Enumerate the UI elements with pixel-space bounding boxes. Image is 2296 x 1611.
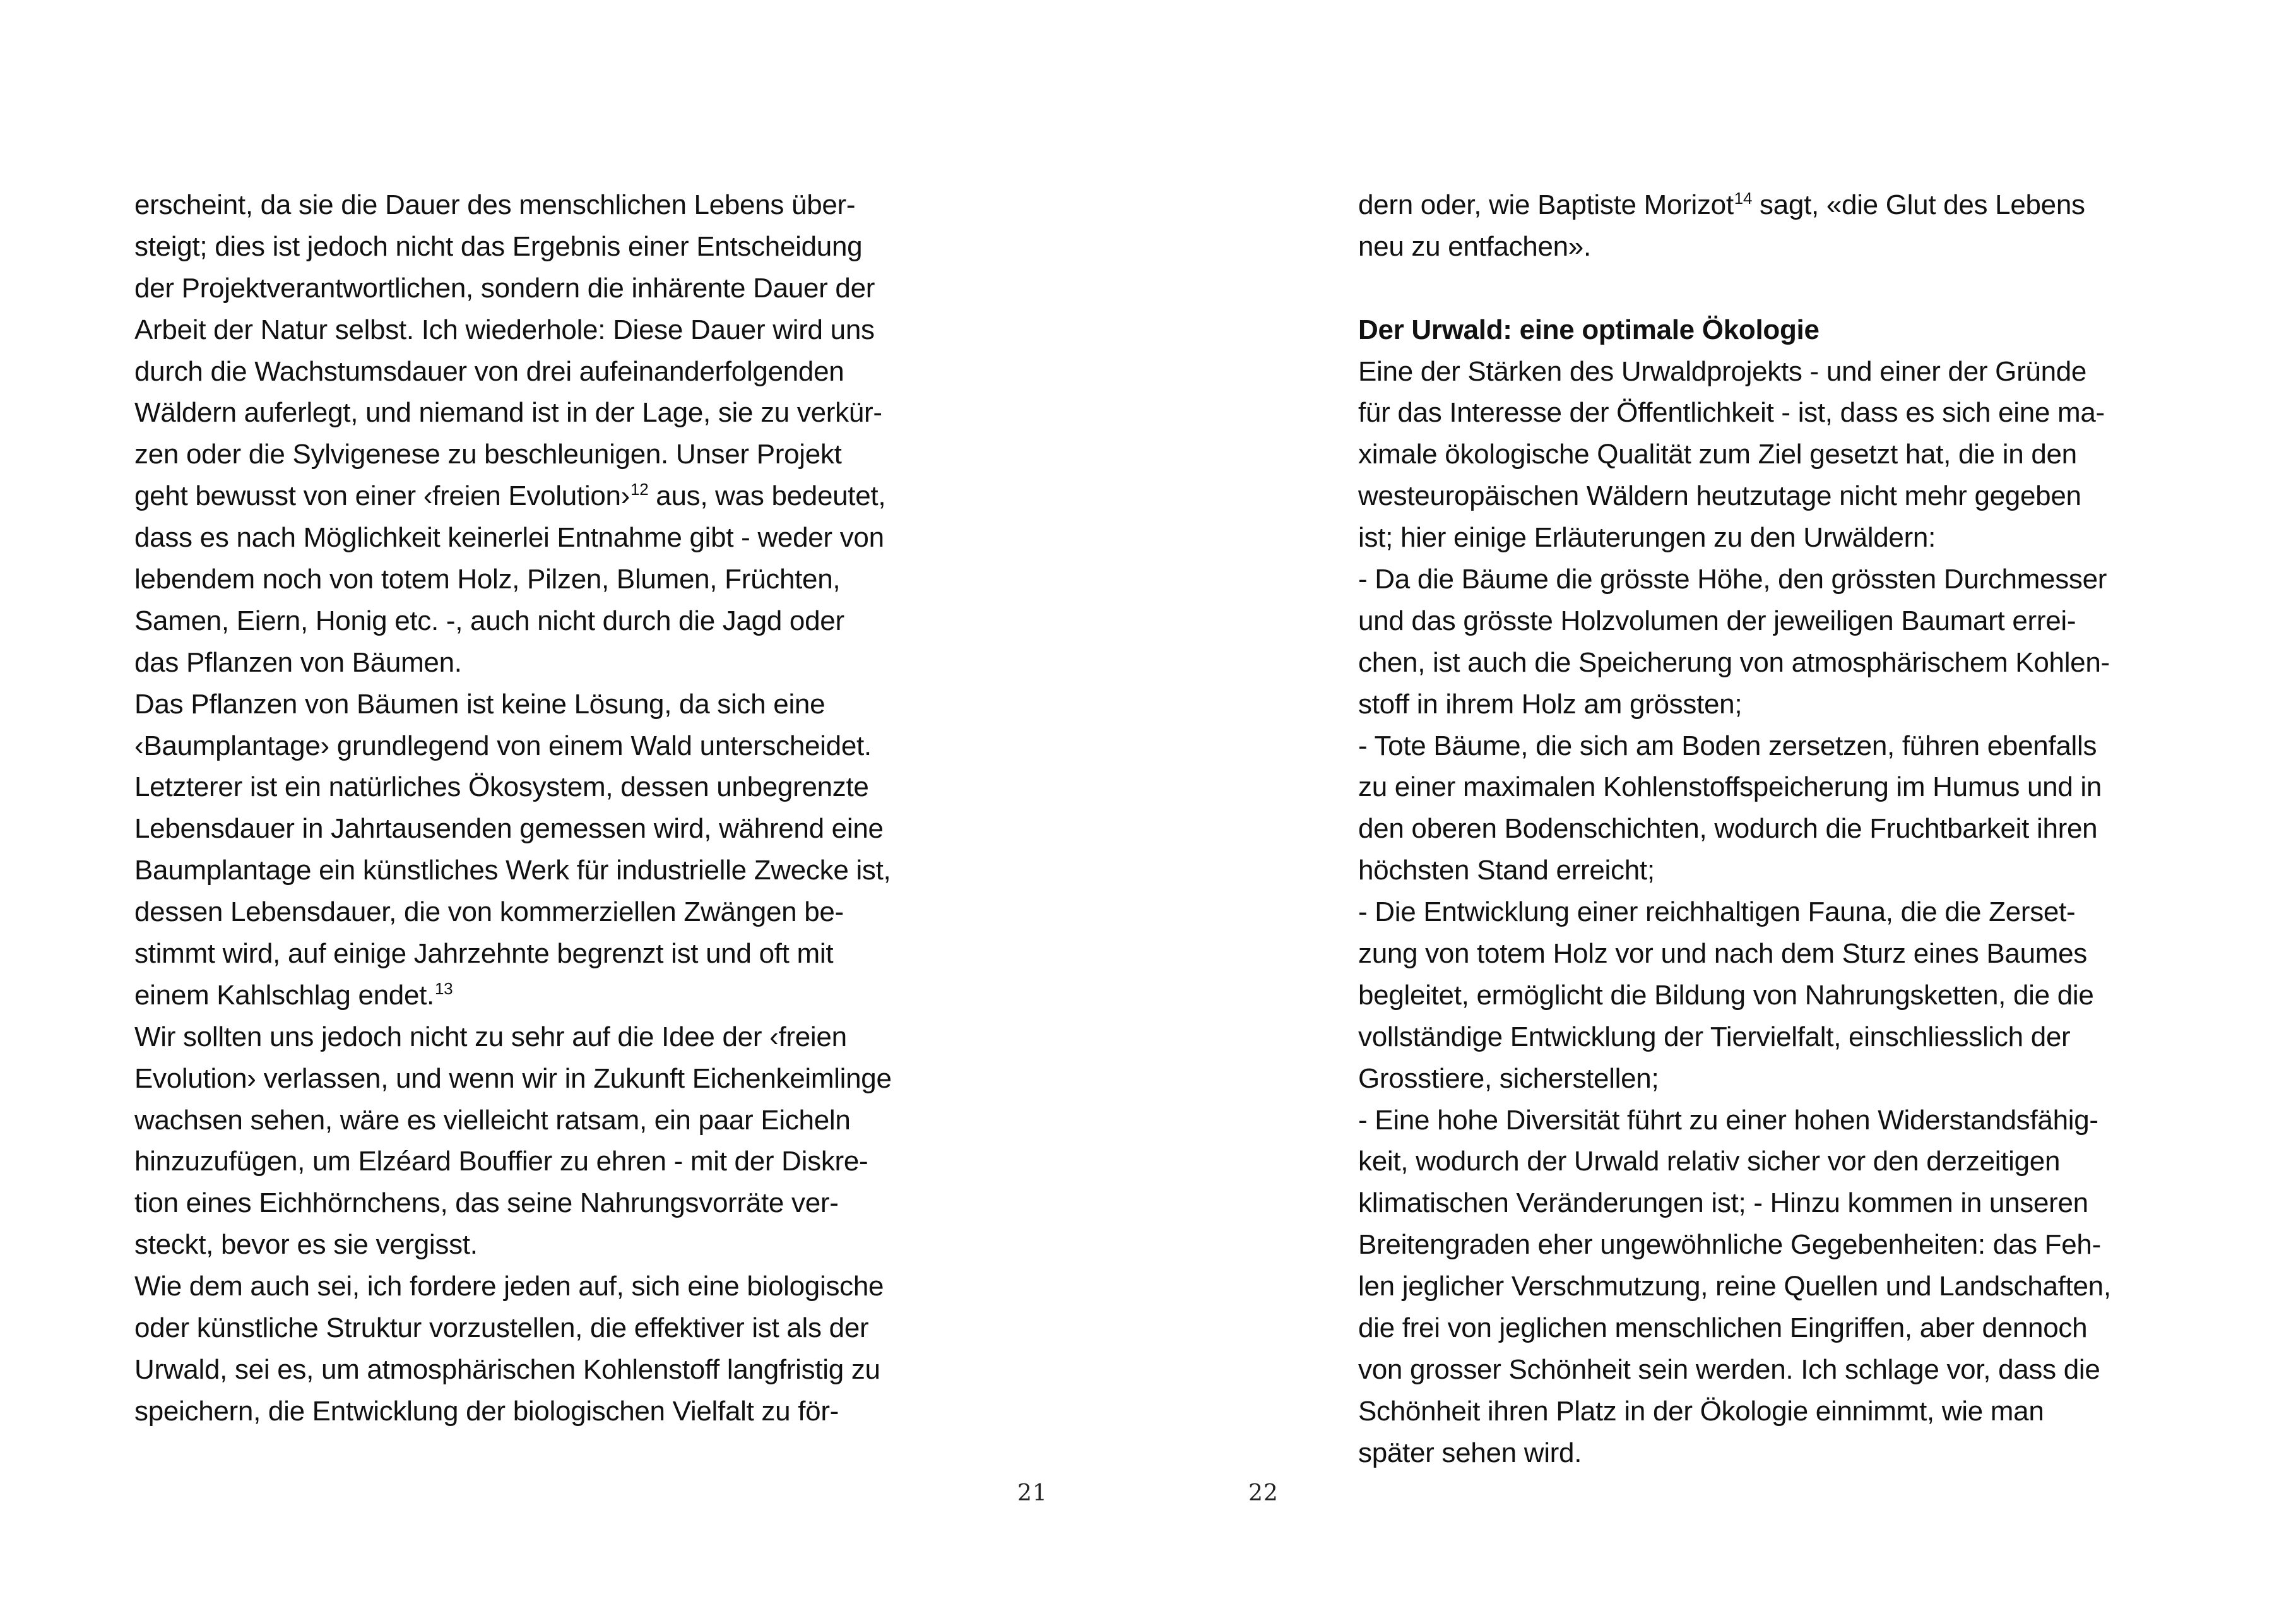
- text-line: hinzuzufügen, um Elzéard Bouffier zu ehren - mit der Diskre-: [134, 1146, 868, 1177]
- text-line: begleitet, ermöglicht die Bildung von Nahrungsketten, die die: [1358, 979, 2094, 1011]
- text-line: der Projektverantwortlichen, sondern die inhärente Dauer der: [134, 272, 875, 304]
- text-line: oder künstliche Struktur vorzustellen, die effektiver ist als der: [134, 1312, 869, 1344]
- text-line: Wäldern auferlegt, und niemand ist in der Lage, sie zu verkür-: [134, 397, 882, 429]
- text-line: westeuropäischen Wäldern heutzutage nicht mehr gegeben: [1358, 480, 2081, 512]
- text-line: steckt, bevor es sie vergisst.: [134, 1229, 478, 1261]
- text-line: Urwald, sei es, um atmosphärischen Kohlenstoff langfristig zu: [134, 1353, 880, 1385]
- text-line: ist; hier einige Erläuterungen zu den Urwäldern:: [1358, 522, 1936, 554]
- page-number-left: 21: [1017, 1480, 1048, 1506]
- text-line: Wie dem auch sei, ich fordere jeden auf, sich eine biologische: [134, 1271, 884, 1302]
- line-text: geht bewusst von einer ‹freien Evolution›: [134, 480, 630, 512]
- text-line: - Tote Bäume, die sich am Boden zersetzen, führen ebenfalls: [1358, 730, 2097, 761]
- footnote-marker-14[interactable]: 14: [1734, 189, 1753, 208]
- section-heading: Der Urwald: eine optimale Ökologie: [1358, 314, 1820, 345]
- text-line: dass es nach Möglichkeit keinerlei Entnahme gibt - weder von: [134, 522, 884, 554]
- text-line: durch die Wachstumsdauer von drei aufeinanderfolgenden: [134, 355, 844, 387]
- blank-line: [1358, 268, 2198, 309]
- text-line: vollständige Entwicklung der Tiervielfalt, einschliesslich der: [1358, 1021, 2071, 1052]
- text-line: len jeglicher Verschmutzung, reine Quellen und Landschaften,: [1358, 1271, 2111, 1302]
- text-line: stimmt wird, auf einige Jahrzehnte begrenzt ist und oft mit: [134, 938, 834, 970]
- text-line: Wir sollten uns jedoch nicht zu sehr auf die Idee der ‹freien: [134, 1021, 847, 1052]
- line-text: einem Kahlschlag endet.: [134, 979, 434, 1011]
- text-line: zung von totem Holz vor und nach dem Sturz eines Baumes: [1358, 938, 2088, 970]
- text-line: - Eine hohe Diversität führt zu einer hohen Widerstandsfähig-: [1358, 1104, 2098, 1136]
- text-line: [134, 475, 968, 517]
- text-line: Breitengraden eher ungewöhnliche Gegebenheiten: das Feh-: [1358, 1229, 2101, 1261]
- text-line: später sehen wird.: [1358, 1437, 1582, 1468]
- text-line: speichern, die Entwicklung der biologischen Vielfalt zu för-: [134, 1395, 839, 1427]
- text-line: die frei von jeglichen menschlichen Eingriffen, aber dennoch: [1358, 1312, 2088, 1344]
- text-line: steigt; dies ist jedoch nicht das Ergebnis einer Entscheidung: [134, 230, 863, 262]
- text-line: dessen Lebensdauer, die von kommerziellen Zwängen be-: [134, 896, 844, 928]
- text-line: höchsten Stand erreicht;: [1358, 855, 1655, 886]
- text-line: lebendem noch von totem Holz, Pilzen, Blumen, Früchten,: [134, 564, 841, 595]
- text-line: und das grösste Holzvolumen der jeweiligen Baumart errei-: [1358, 605, 2076, 636]
- right-page-body: [1358, 184, 2198, 1474]
- text-line: Eine der Stärken des Urwaldprojekts - und einer der Gründe: [1358, 355, 2087, 387]
- line-text-after: sagt, «die Glut des Lebens: [1752, 189, 2085, 220]
- text-line: keit, wodurch der Urwald relativ sicher vor den derzeitigen: [1358, 1146, 2061, 1177]
- text-line: [1358, 184, 2198, 226]
- text-line: - Die Entwicklung einer reichhaltigen Fauna, die die Zerset-: [1358, 896, 2076, 928]
- text-line: Samen, Eiern, Honig etc. -, auch nicht durch die Jagd oder: [134, 605, 844, 636]
- left-page-body: [134, 184, 968, 1432]
- footnote-marker-13[interactable]: 13: [434, 978, 453, 998]
- text-line: ‹Baumplantage› grundlegend von einem Wald unterscheidet.: [134, 730, 872, 761]
- text-line: [134, 975, 968, 1016]
- line-text-after: aus, was bedeutet,: [648, 480, 886, 512]
- text-line: ximale ökologische Qualität zum Ziel gesetzt hat, die in den: [1358, 439, 2077, 470]
- text-line: für das Interesse der Öffentlichkeit - ist, dass es sich eine ma-: [1358, 397, 2105, 429]
- text-line: chen, ist auch die Speicherung von atmosphärischem Kohlen-: [1358, 646, 2110, 678]
- text-line: Arbeit der Natur selbst. Ich wiederhole: Diese Dauer wird uns: [134, 314, 875, 345]
- page-number-right: 22: [1248, 1480, 1279, 1506]
- text-line: neu zu entfachen».: [1358, 230, 1591, 262]
- text-line: von grosser Schönheit sein werden. Ich schlage vor, dass die: [1358, 1353, 2100, 1385]
- text-line: Evolution› verlassen, und wenn wir in Zukunft Eichenkeimlinge: [134, 1062, 892, 1094]
- text-line: - Da die Bäume die grösste Höhe, den grössten Durchmesser: [1358, 564, 2107, 595]
- text-line: Schönheit ihren Platz in der Ökologie einnimmt, wie man: [1358, 1395, 2044, 1427]
- text-line: wachsen sehen, wäre es vielleicht ratsam, ein paar Eicheln: [134, 1104, 851, 1136]
- text-line: tion eines Eichhörnchens, das seine Nahrungsvorräte ver-: [134, 1187, 839, 1219]
- text-line: das Pflanzen von Bäumen.: [134, 646, 462, 678]
- text-line: zen oder die Sylvigenese zu beschleunigen. Unser Projekt: [134, 439, 842, 470]
- text-line: Letzterer ist ein natürliches Ökosystem, dessen unbegrenzte: [134, 771, 869, 803]
- footnote-marker-12[interactable]: 12: [630, 480, 649, 499]
- line-text: dern oder, wie Baptiste Morizot: [1358, 189, 1734, 220]
- text-line: Grosstiere, sicherstellen;: [1358, 1062, 1659, 1094]
- text-line: Das Pflanzen von Bäumen ist keine Lösung, da sich eine: [134, 688, 825, 720]
- text-line: Baumplantage ein künstliches Werk für industrielle Zwecke ist,: [134, 855, 891, 886]
- text-line: Lebensdauer in Jahrtausenden gemessen wird, während eine: [134, 813, 884, 845]
- text-line: stoff in ihrem Holz am grössten;: [1358, 688, 1743, 720]
- text-line: klimatischen Veränderungen ist; - Hinzu kommen in unseren: [1358, 1187, 2088, 1219]
- text-line: den oberen Bodenschichten, wodurch die Fruchtbarkeit ihren: [1358, 813, 2098, 845]
- text-line: zu einer maximalen Kohlenstoffspeicherung im Humus und in: [1358, 771, 2102, 803]
- text-line: erscheint, da sie die Dauer des menschlichen Lebens über-: [134, 189, 856, 220]
